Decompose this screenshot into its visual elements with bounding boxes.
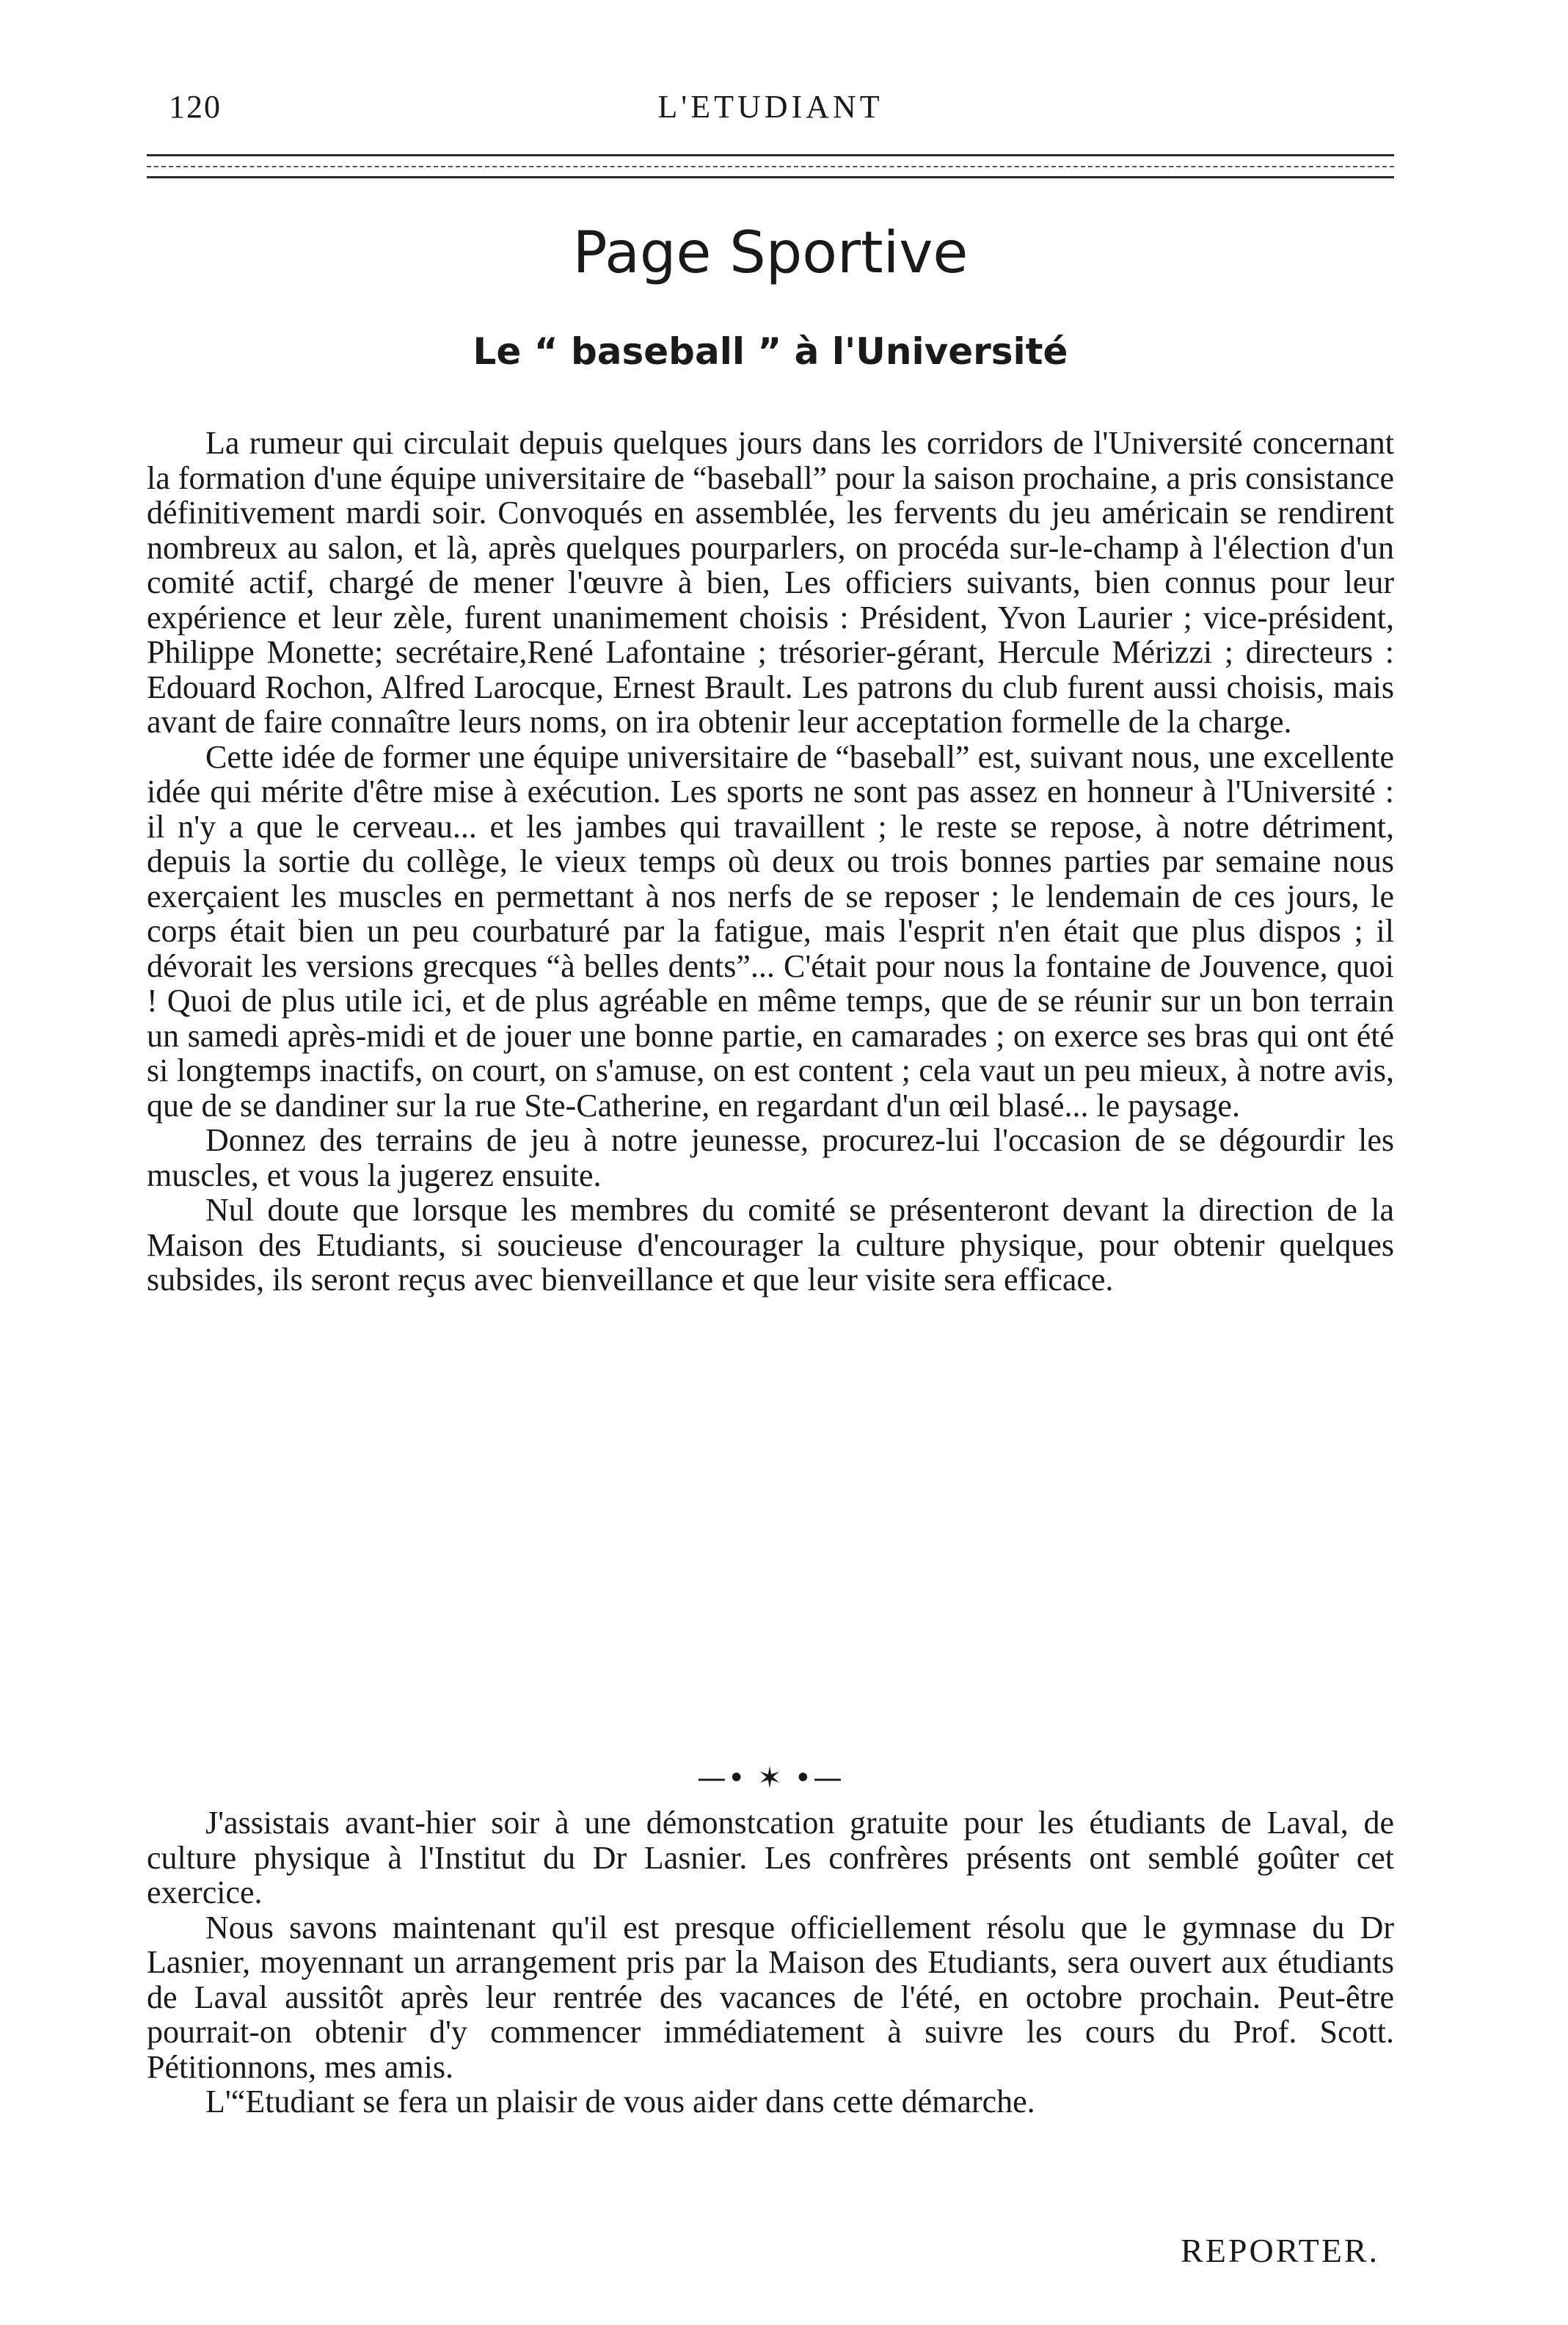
article-body-baseball [147, 426, 1394, 1298]
header-rule-lower [147, 176, 1394, 178]
paragraph: Donnez des terrains de jeu à notre jeunesse, procurez-lui l'occasion de se dégourdir les muscles, et vous la jugerez ensuite. [147, 1122, 1394, 1193]
signature: REPORTER. [1181, 2232, 1379, 2269]
article-title: Le “ baseball ” à l'Université [473, 330, 1068, 373]
paragraph: Cette idée de former une équipe universitaire de “baseball” est, suivant nous, une excellente idée qui mérite d'être mise à exécution. Les sports ne sont pas assez en honneur à l'Université : il n'y a que le cerveau... et les jambes qui travaillent ; le reste se repose, à notre détriment, depuis la sortie du collège, le vieux temps où deux ou trois bonnes parties par semaine nous exerçaient les muscles en permettant à nos nerfs de se reposer ; le lendemain de ces jours, le corps était bien un peu courbaturé par la fatigue, mais l'esprit n'en était que plus dispos ; il dévorait les versions grecques “à belles dents”... C'était pour nous la fontaine de Jouvence, quoi ! Quoi de plus utile ici, et de plus agréable en même temps, que de se réunir sur un bon terrain un samedi après-midi et de jouer une bonne partie, en camarades ; on exerce ses bras qui ont été si longtemps inactifs, on court, on s'amuse, on est content ; cela vaut un peu mieux, à notre avis, que de se dandiner sur la rue Ste-Catherine, en regardant d'un œil blasé... le paysage. [147, 738, 1394, 1124]
article-body-gymnase [147, 1805, 1394, 2120]
header-rule [147, 154, 1394, 156]
section-title: Page Sportive [572, 220, 969, 286]
running-head [147, 81, 1394, 132]
paragraph: Nul doute que lorsque les membres du comité se présenteront devant la direction de la Maison des Etudiants, si soucieuse d'encourager la culture physique, pour obtenir quelques subsides, ils seront reçus avec bienveillance et que leur visite sera efficace. [147, 1192, 1394, 1298]
paragraph: Nous savons maintenant qu'il est presque officiellement résolu que le gymnase du Dr Lasnier, moyennant un arrangement pris par la Maison des Etudiants, sera ouvert aux étudiants de Laval aussitôt après leur rentrée des vacances de l'été, en octobre prochain. Peut-être pourrait-on obtenir d'y commencer immédiatement à suivre les cours du Prof. Scott. Pétitionnons, mes amis. [147, 1909, 1394, 2085]
paragraph: La rumeur qui circulait depuis quelques jours dans les corridors de l'Université concernant la formation d'une équipe universitaire de “baseball” pour la saison prochaine, a pris consistance définitivement mardi soir. Convoqués en assemblée, les fervents du jeu américain se rendirent nombreux au salon, et là, après quelques pourparlers, on procéda sur-le-champ à l'élection d'un comité actif, chargé de mener l'œuvre à bien, Les officiers suivants, bien connus pour leur expérience et leur zèle, furent unanimement choisis : Président, Yvon Laurier ; vice-président, Philippe Monette; secrétaire,René Lafontaine ; trésorier-gérant, Hercule Mérizzi ; directeurs : Edouard Rochon, Alfred Larocque, Ernest Brault. Les patrons du club furent aussi choisis, mais avant de faire connaître leurs noms, on ira obtenir leur acceptation formelle de la charge. [147, 425, 1394, 740]
journal-page [147, 81, 1394, 2269]
paragraph: L'“Etudiant se fera un plaisir de vous aider dans cette démarche. [205, 2084, 1035, 2120]
header-rule-dashed [147, 166, 1394, 167]
paragraph: J'assistais avant-hier soir à une démonstcation gratuite pour les étudiants de Laval, de culture physique à l'Institut du Dr Lasnier. Les confrères présents ont semblé goûter cet exercice. [147, 1805, 1394, 1910]
journal-name: L'ETUDIANT [657, 89, 883, 125]
page-number: 120 [169, 89, 222, 125]
section-divider-ornament: —• ✶ •— [696, 1761, 845, 1795]
